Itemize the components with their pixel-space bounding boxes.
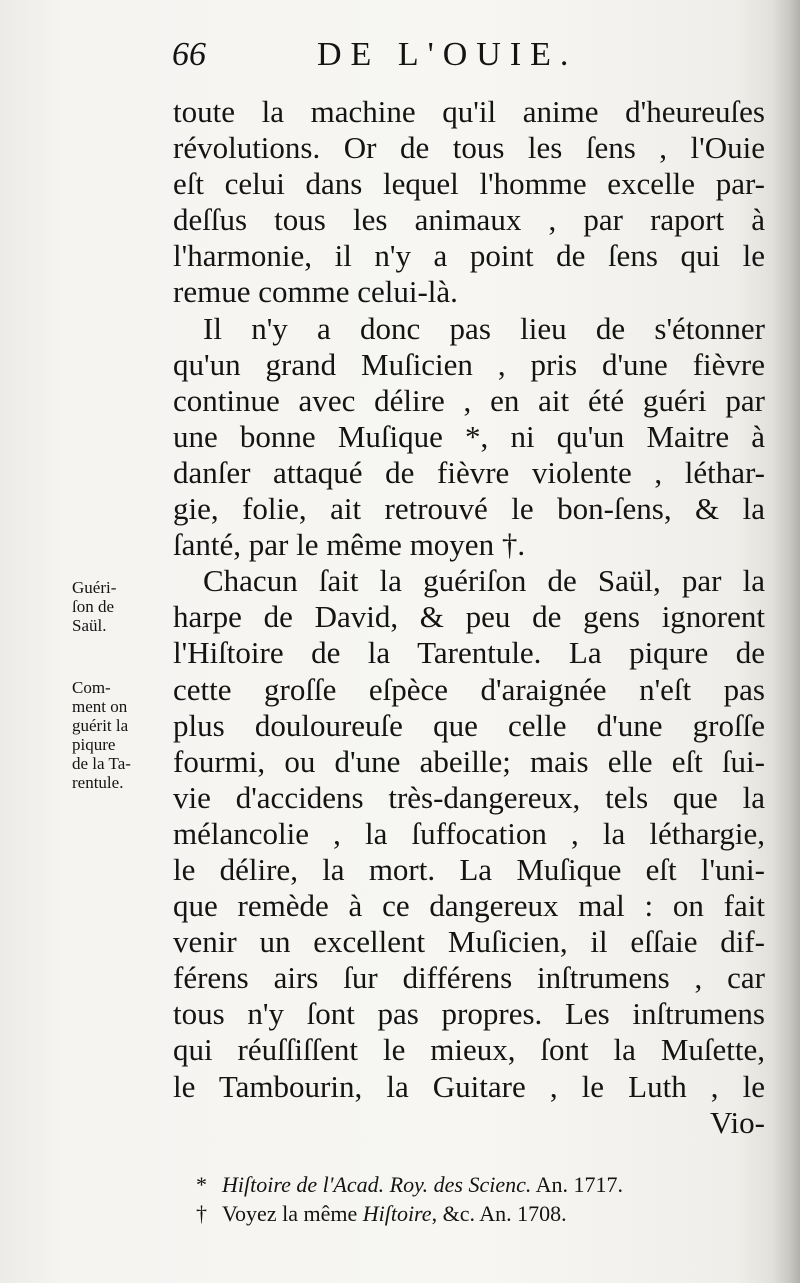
text-line: continue avec délire , en ait été guéri par (173, 382, 765, 418)
text-line: vie d'accidens très-dangereux, tels que la (173, 779, 765, 815)
footnote-text: Voyez la même (222, 1201, 363, 1226)
text-line: eſt celui dans lequel l'homme excelle par- (173, 166, 765, 202)
text-line: plus douloureuſe que celle d'une groſſe (173, 707, 765, 743)
footnote (196, 1170, 756, 1199)
margin-note-line: Guéri- (72, 578, 117, 597)
body-text (173, 94, 765, 1141)
footnote-text: , &c. An. 1708. (431, 1201, 567, 1226)
text-line: Il n'y a donc pas lieu de s'étonner (203, 310, 765, 346)
text-line: qui réuſſiſſent le mieux, ſont la Muſette, (173, 1032, 765, 1068)
running-head: DE L'OUIE. (317, 36, 578, 73)
text-line: fourmi, ou d'une abeille; mais elle eſt ſui- (173, 743, 765, 779)
footnote (196, 1199, 756, 1228)
page-edge-shadow (772, 0, 800, 1283)
text-line: Chacun ſait la guériſon de Saül, par la (203, 563, 765, 599)
text-line: tous n'y ſont pas propres. Les inſtrumens (173, 996, 765, 1032)
text-line: remue comme celui-là. (173, 274, 458, 310)
margin-note-line: guérit la (72, 716, 129, 735)
margin-note-line: ſon de (72, 597, 115, 616)
text-line: qu'un grand Muſicien , pris d'une fièvre (173, 346, 765, 382)
footnote-mark: † (196, 1201, 207, 1226)
text-line: harpe de David, & peu de gens ignorent (173, 599, 765, 635)
margin-note-line: piqure (72, 735, 116, 754)
margin-note-saul (72, 578, 172, 635)
page-header (172, 36, 767, 86)
margin-note-line: ment on (72, 697, 128, 716)
footnote-text: An. 1717. (531, 1172, 624, 1197)
margin-note-line: Saül. (72, 616, 107, 635)
text-line: férens airs ſur différens inſtrumens , car (173, 960, 765, 996)
margin-note-tarentule (72, 678, 172, 792)
text-line: cette groſſe eſpèce d'araignée n'eſt pas (173, 671, 765, 707)
footnote-title: Hiſtoire de l'Acad. Roy. des Scienc. (222, 1172, 532, 1197)
text-line: deſſus tous les animaux , par raport à (173, 202, 765, 238)
text-line: le délire, la mort. La Muſique eſt l'uni- (173, 851, 765, 887)
text-line: gie, folie, ait retrouvé le bon-ſens, & la (173, 491, 765, 527)
text-line: une bonne Muſique *, ni qu'un Maitre à (173, 418, 765, 454)
margin-note-line: Com- (72, 678, 111, 697)
text-line: l'Hiſtoire de la Tarentule. La piqure de (173, 635, 765, 671)
margin-note-line: de la Ta- (72, 754, 131, 773)
catchword: Vio- (710, 1104, 765, 1140)
text-line: que remède à ce dangereux mal : on fait (173, 888, 765, 924)
text-line: venir un excellent Muſicien, il eſſaie dif- (173, 924, 765, 960)
text-line: ſanté, par le même moyen †. (173, 527, 526, 563)
text-line: l'harmonie, il n'y a point de ſens qui le (173, 238, 765, 274)
text-line: révolutions. Or de tous les ſens , l'Ouie (173, 130, 765, 166)
page-number: 66 (172, 36, 206, 73)
text-line: toute la machine qu'il anime d'heureuſes (173, 94, 765, 129)
margin-note-line: rentule. (72, 773, 124, 792)
footnote-title: Hiſtoire (362, 1201, 432, 1226)
text-line: mélancolie , la ſuffocation , la léthargie, (173, 815, 765, 851)
footnote-mark: * (196, 1172, 207, 1197)
text-line: le Tambourin, la Guitare , le Luth , le (173, 1068, 765, 1104)
footnotes (196, 1170, 756, 1228)
text-line: danſer attaqué de fièvre violente , léthar- (173, 454, 765, 490)
